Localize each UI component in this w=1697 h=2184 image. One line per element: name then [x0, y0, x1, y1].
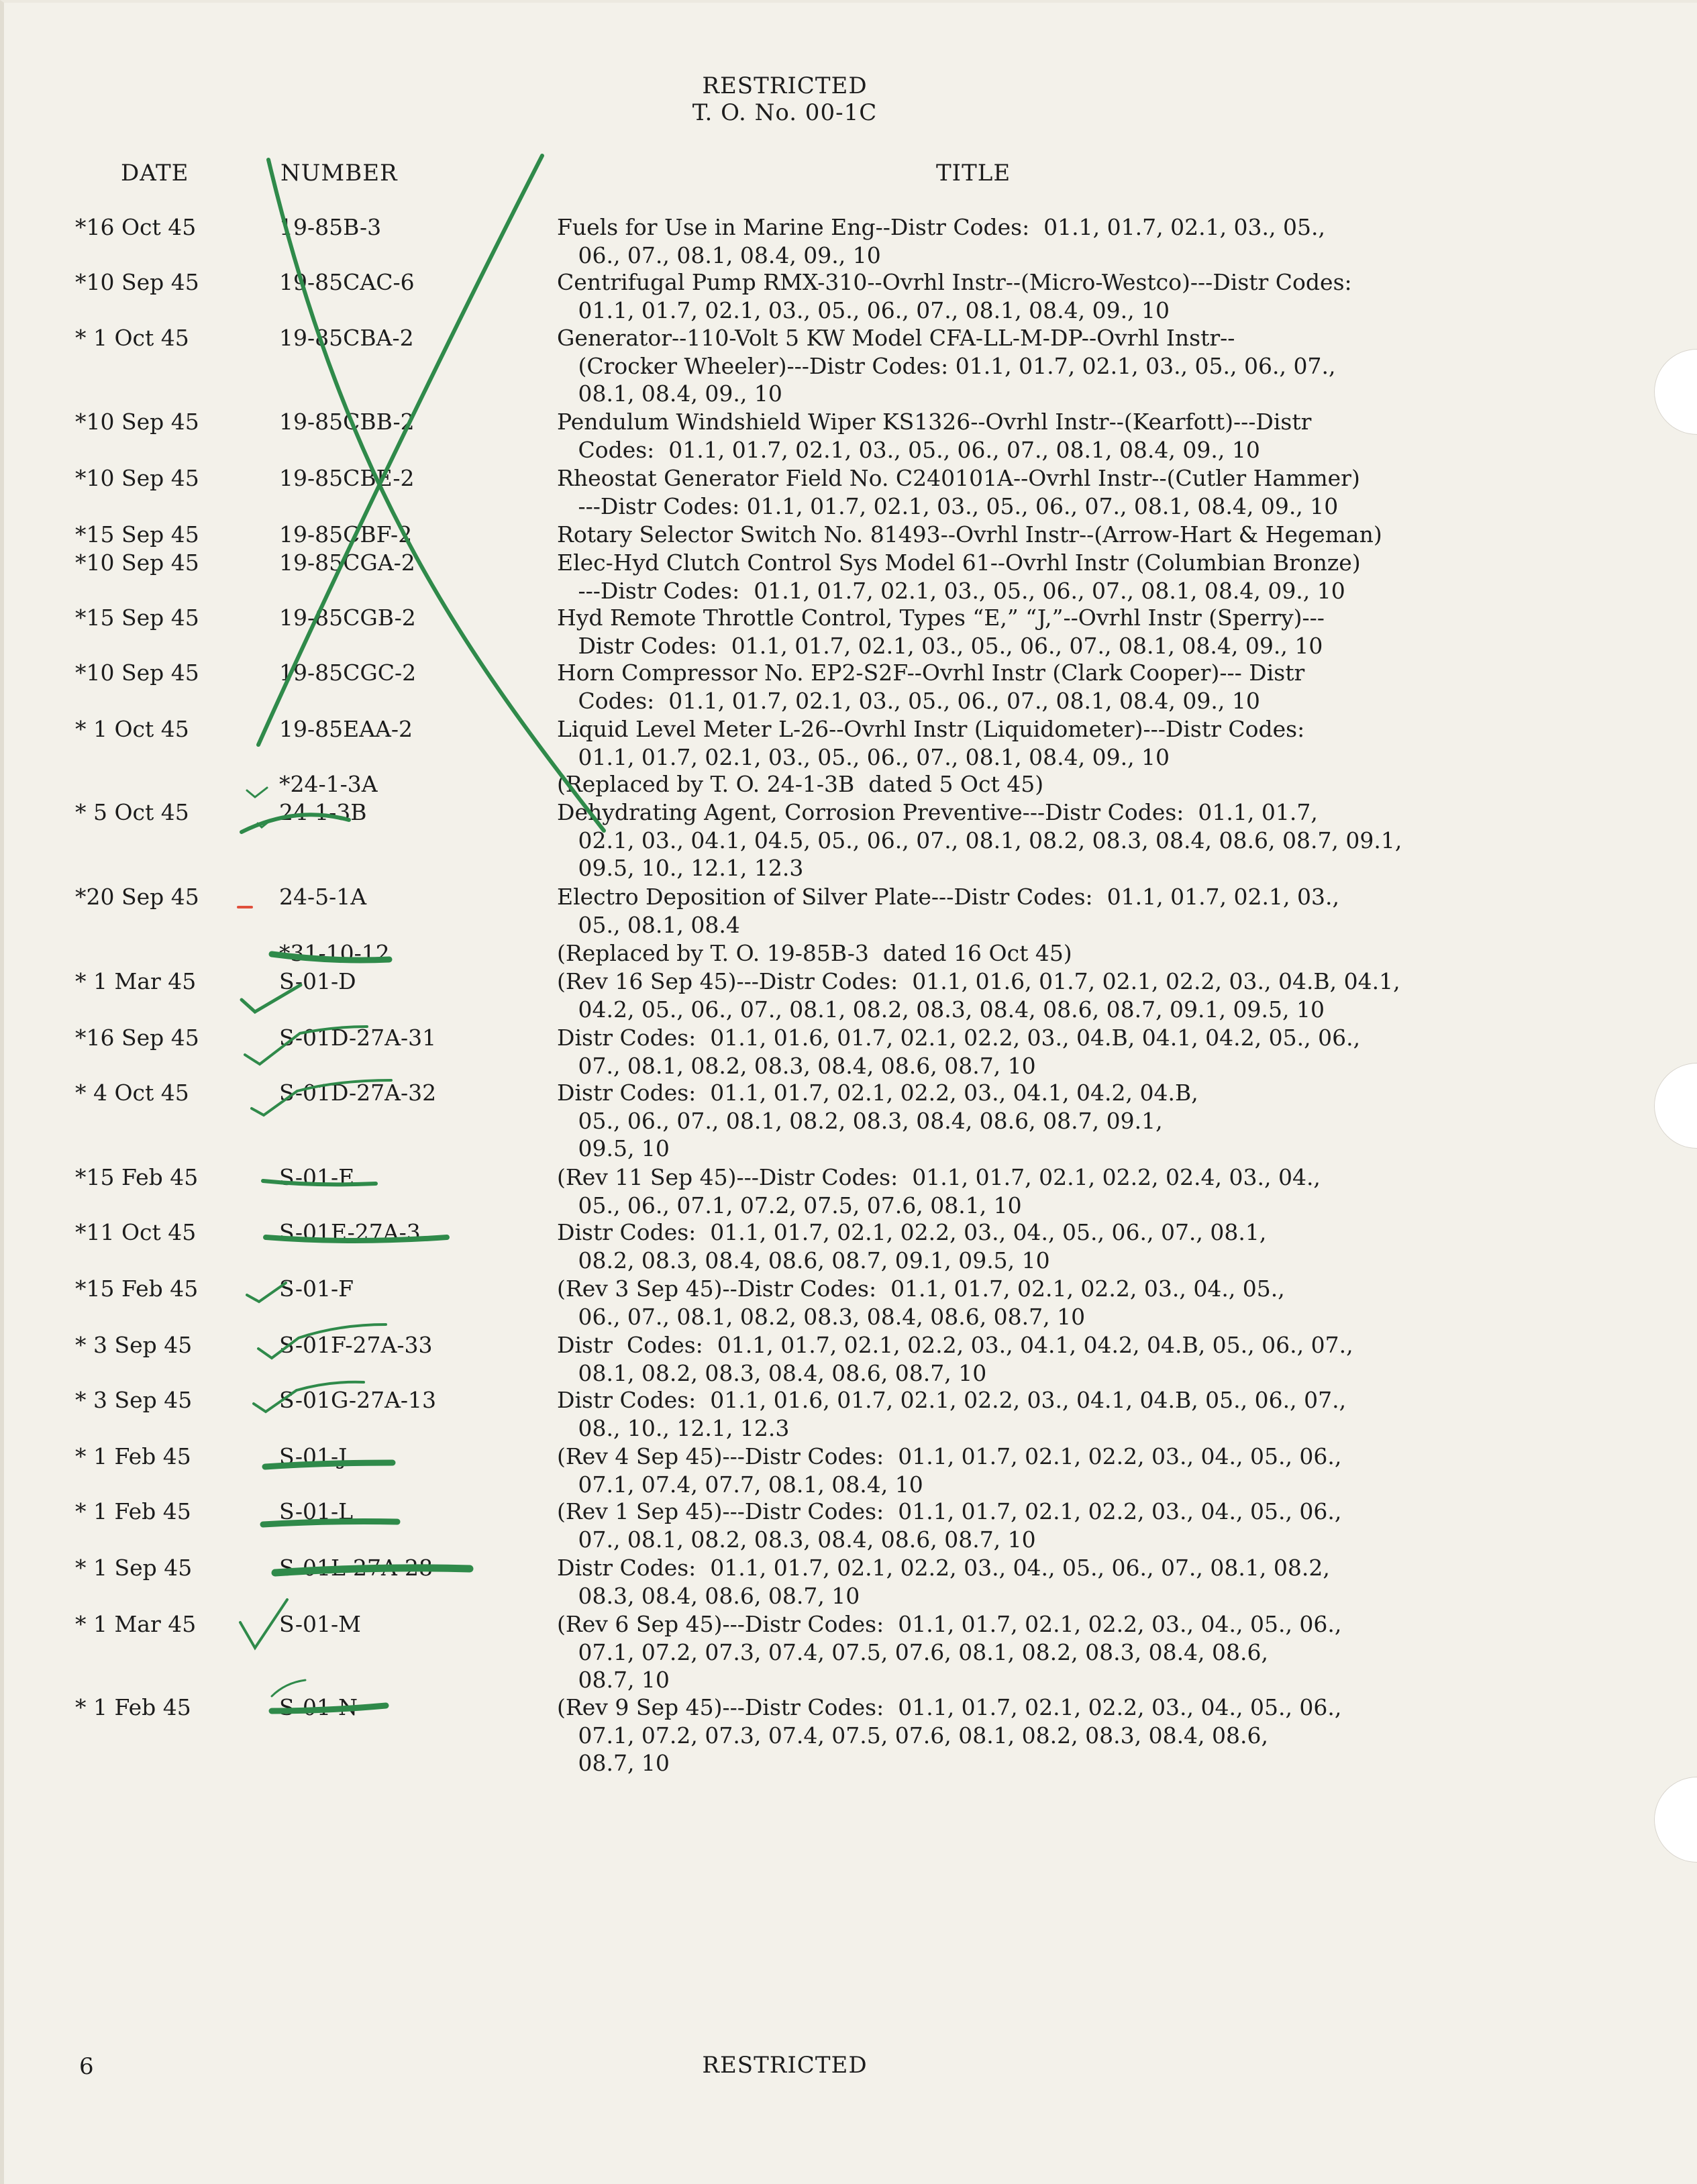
page-number: 6: [79, 2053, 94, 2080]
header-classification: RESTRICTED: [702, 72, 868, 99]
entry-number: 19-85CGC-2: [279, 660, 417, 686]
entry-title: Distr Codes: 01.1, 01.7, 02.1, 02.2, 03., 04., 05., 06., 07., 08.1, 08.2, 08.3, 08.4, 08.6, 08.7, 10: [557, 1555, 1330, 1609]
entry-title: Dehydrating Agent, Corrosion Preventive---Distr Codes: 01.1, 01.7, 02.1, 03., 04.1, 04.5, 05., 06., 07., 08.1, 08.2, 08.3, 08.4, 08.6, 08.7, 09.1, 09.5, 10., 12.1, 12.3: [557, 799, 1402, 882]
entry-date: *16 Oct 45: [75, 214, 197, 240]
entry-title: Horn Compressor No. EP2-S2F--Ovrhl Instr (Clark Cooper)--- Distr Codes: 01.1, 01.7, 02.1, 03., 05., 06., 07., 08.1, 08.4, 09., 10: [557, 660, 1305, 714]
list-item: [0, 1694, 1543, 1777]
entry-number: S-01-J: [279, 1443, 348, 1469]
entry-date: *20 Sep 45: [75, 884, 199, 910]
entry-title: Distr Codes: 01.1, 01.7, 02.1, 02.2, 03., 04., 05., 06., 07., 08.1, 08.2, 08.3, 08.4, 08.6, 08.7, 09.1, 09.5, 10: [557, 1219, 1267, 1273]
entry-date: * 1 Feb 45: [75, 1498, 191, 1524]
binder-hole-middle: [1654, 1063, 1697, 1149]
entry-title: (Rev 16 Sep 45)---Distr Codes: 01.1, 01.6, 01.7, 02.1, 02.2, 03., 04.B, 04.1, 04.2, 05., 06., 07., 08.1, 08.2, 08.3, 08.4, 08.6, 08.7, 09.1, 09.5, 10: [557, 968, 1400, 1023]
entry-title: Distr Codes: 01.1, 01.7, 02.1, 02.2, 03., 04.1, 04.2, 04.B, 05., 06., 07., 08.1, 08.2, 08.3, 08.4, 08.6, 08.7, 10: [557, 1332, 1353, 1386]
entry-title: (Rev 3 Sep 45)--Distr Codes: 01.1, 01.7, 02.1, 02.2, 03., 04., 05., 06., 07., 08.1, 08.2, 08.3, 08.4, 08.6, 08.7, 10: [557, 1276, 1285, 1330]
entry-date: * 1 Feb 45: [75, 1694, 191, 1720]
entry-date: * 1 Oct 45: [75, 716, 189, 742]
entry-date: *10 Sep 45: [75, 269, 199, 295]
entry-number: 19-85CBE-2: [279, 465, 415, 491]
entry-title: Distr Codes: 01.1, 01.6, 01.7, 02.1, 02.2, 03., 04.B, 04.1, 04.2, 05., 06., 07., 08.1, 08.2, 08.3, 08.4, 08.6, 08.7, 10: [557, 1025, 1361, 1079]
entry-title: Liquid Level Meter L-26--Ovrhl Instr (Liquidometer)---Distr Codes: 01.1, 01.7, 02.1, 03., 05., 06., 07., 08.1, 08.4, 09., 10: [557, 716, 1305, 770]
entry-date: *15 Feb 45: [75, 1164, 199, 1190]
entry-number: 19-85EAA-2: [279, 716, 413, 742]
entry-number: S-01-L: [279, 1498, 354, 1524]
list-item: [0, 770, 1543, 798]
entry-date: *16 Sep 45: [75, 1025, 199, 1051]
entry-date: *15 Sep 45: [75, 605, 199, 631]
entry-title: (Rev 6 Sep 45)---Distr Codes: 01.1, 01.7, 02.1, 02.2, 03., 04., 05., 06., 07.1, 07.2, 07.3, 07.4, 07.5, 07.6, 08.1, 08.2, 08.3, 08.4, 08.6, 08.7, 10: [557, 1611, 1342, 1694]
entry-number: 19-85CBF-2: [279, 521, 413, 548]
entry-title: (Rev 9 Sep 45)---Distr Codes: 01.1, 01.7, 02.1, 02.2, 03., 04., 05., 06., 07.1, 07.2, 07.3, 07.4, 07.5, 07.6, 08.1, 08.2, 08.3, 08.4, 08.6, 08.7, 10: [557, 1694, 1342, 1777]
list-item: [0, 1610, 1543, 1694]
entry-number: 24-5-1A: [279, 884, 367, 910]
list-item: [0, 939, 1543, 968]
footer-classification: RESTRICTED: [702, 2052, 868, 2079]
list-item: [0, 1498, 1543, 1553]
entry-number: S-01-E: [279, 1164, 355, 1190]
entry-number: 19-85CGA-2: [279, 550, 415, 576]
list-item: [0, 408, 1543, 463]
entry-number: S-01E-27A-3: [279, 1219, 421, 1245]
entry-date: *10 Sep 45: [75, 465, 199, 491]
entry-title: Hyd Remote Throttle Control, Types “E,” “J,”--Ovrhl Instr (Sperry)--- Distr Codes: 01.1, 01.7, 02.1, 03., 05., 06., 07., 08.1, 08.4, 09., 10: [557, 605, 1325, 659]
entry-date: * 3 Sep 45: [75, 1387, 193, 1413]
entry-number: 19-85CAC-6: [279, 269, 415, 295]
list-item: [0, 1443, 1543, 1498]
list-item: [0, 798, 1543, 882]
entry-number: 19-85CBB-2: [279, 409, 415, 435]
entry-date: * 1 Oct 45: [75, 325, 189, 351]
entry-number: S-01-D: [279, 968, 356, 994]
entry-title: (Replaced by T. O. 19-85B-3 dated 16 Oct 45): [557, 940, 1072, 966]
entry-title: Electro Deposition of Silver Plate---Distr Codes: 01.1, 01.7, 02.1, 03., 05., 08.1, 08.4: [557, 884, 1339, 938]
entry-title: (Rev 4 Sep 45)---Distr Codes: 01.1, 01.7, 02.1, 02.2, 03., 04., 05., 06., 07.1, 07.4, 07.7, 08.1, 08.4, 10: [557, 1443, 1342, 1498]
entry-title: Elec-Hyd Clutch Control Sys Model 61--Ovrhl Instr (Columbian Bronze) ---Distr Codes: 01.1, 01.7, 02.1, 03., 05., 06., 07., 08.1, 08.4, 09., 10: [557, 550, 1361, 604]
list-item: [0, 521, 1543, 549]
entry-date: * 3 Sep 45: [75, 1332, 193, 1358]
entry-number: 19-85CGB-2: [279, 605, 416, 631]
list-item: [0, 324, 1543, 407]
list-item: [0, 1079, 1543, 1162]
entry-number: S-01L-27A-28: [279, 1555, 433, 1581]
entry-title: Fuels for Use in Marine Eng--Distr Codes: 01.1, 01.7, 02.1, 03., 05., 06., 07., 08.1, 08.4, 09., 10: [557, 214, 1325, 268]
entry-title: Rotary Selector Switch No. 81493--Ovrhl Instr--(Arrow-Hart & Hegeman): [557, 521, 1382, 548]
column-header-number: NUMBER: [280, 160, 398, 187]
binder-hole-bottom: [1654, 1777, 1697, 1863]
entry-date: *15 Feb 45: [75, 1276, 199, 1302]
entry-date: * 1 Mar 45: [75, 968, 197, 994]
header-to-number: T. O. No. 00-1C: [692, 99, 878, 126]
entry-title: Generator--110-Volt 5 KW Model CFA-LL-M-DP--Ovrhl Instr-- (Crocker Wheeler)---Distr Codes: 01.1, 01.7, 02.1, 03., 05., 06., 07., 08.1, 08.4, 09., 10: [557, 325, 1336, 407]
entry-date: * 1 Mar 45: [75, 1611, 197, 1637]
entry-number: S-01-M: [279, 1611, 361, 1637]
list-item: [0, 1024, 1543, 1079]
entry-title: Distr Codes: 01.1, 01.7, 02.1, 02.2, 03., 04.1, 04.2, 04.B, 05., 06., 07., 08.1, 08.2, 08.3, 08.4, 08.6, 08.7, 09.1, 09.5, 10: [557, 1080, 1198, 1162]
entry-number: 24-1-3B: [279, 799, 367, 825]
entry-date: *15 Sep 45: [75, 521, 199, 548]
entry-date: *10 Sep 45: [75, 660, 199, 686]
entry-number: *31-10-12: [279, 940, 390, 966]
green-cross-stroke-2: [258, 156, 542, 745]
list-item: [0, 464, 1543, 519]
entry-number: S-01G-27A-13: [279, 1387, 437, 1413]
entry-date: *10 Sep 45: [75, 550, 199, 576]
list-item: [0, 659, 1543, 714]
binder-hole-top: [1654, 349, 1697, 435]
entry-date: *11 Oct 45: [75, 1219, 197, 1245]
entry-title: (Rev 11 Sep 45)---Distr Codes: 01.1, 01.7, 02.1, 02.2, 02.4, 03., 04., 05., 06., 07.1, 07.2, 07.5, 07.6, 08.1, 10: [557, 1164, 1321, 1218]
entry-title: Rheostat Generator Field No. C240101A--Ovrhl Instr--(Cutler Hammer) ---Distr Codes: 01.1, 01.7, 02.1, 03., 05., 06., 07., 08.1, 08.4, 09., 10: [557, 465, 1360, 519]
entry-number: 19-85B-3: [279, 214, 382, 240]
column-header-date: DATE: [121, 160, 189, 187]
entry-number: 19-85CBA-2: [279, 325, 414, 351]
entry-date: * 5 Oct 45: [75, 799, 189, 825]
entry-number: S-01-N: [279, 1694, 358, 1720]
entry-title: Pendulum Windshield Wiper KS1326--Ovrhl Instr--(Kearfott)---Distr Codes: 01.1, 01.7, 02.1, 03., 05., 06., 07., 08.1, 08.4, 09., 10: [557, 409, 1312, 463]
list-item: [0, 213, 1543, 268]
page-header: [0, 72, 1570, 126]
list-item: [0, 1331, 1543, 1386]
entry-title: Centrifugal Pump RMX-310--Ovrhl Instr--(Micro-Westco)---Distr Codes: 01.1, 01.7, 02.1, 03., 05., 06., 07., 08.1, 08.4, 09., 10: [557, 269, 1352, 323]
list-item: [0, 1218, 1543, 1273]
entry-date: * 1 Sep 45: [75, 1555, 193, 1581]
entry-date: *10 Sep 45: [75, 409, 199, 435]
entry-title: (Rev 1 Sep 45)---Distr Codes: 01.1, 01.7, 02.1, 02.2, 03., 04., 05., 06., 07., 08.1, 08.2, 08.3, 08.4, 08.6, 08.7, 10: [557, 1498, 1342, 1553]
entry-title: Distr Codes: 01.1, 01.6, 01.7, 02.1, 02.2, 03., 04.1, 04.B, 05., 06., 07., 08., 10., 12.1, 12.3: [557, 1387, 1347, 1441]
list-item: [0, 1554, 1543, 1609]
list-item: [0, 1386, 1543, 1441]
entry-number: S-01F-27A-33: [279, 1332, 433, 1358]
entry-number: S-01D-27A-32: [279, 1080, 437, 1106]
entry-number: *24-1-3A: [279, 771, 378, 797]
entry-date: * 1 Feb 45: [75, 1443, 191, 1469]
list-item: [0, 715, 1543, 770]
list-item: [0, 968, 1543, 1023]
list-item: [0, 604, 1543, 659]
entry-title: (Replaced by T. O. 24-1-3B dated 5 Oct 45): [557, 771, 1044, 797]
list-item: [0, 1275, 1543, 1330]
column-header-title: TITLE: [936, 160, 1011, 187]
list-item: [0, 1163, 1543, 1218]
list-item: [0, 268, 1543, 323]
entry-date: * 4 Oct 45: [75, 1080, 189, 1106]
entry-number: S-01-F: [279, 1276, 354, 1302]
list-item: [0, 883, 1543, 938]
list-item: [0, 549, 1543, 604]
entry-number: S-01D-27A-31: [279, 1025, 437, 1051]
